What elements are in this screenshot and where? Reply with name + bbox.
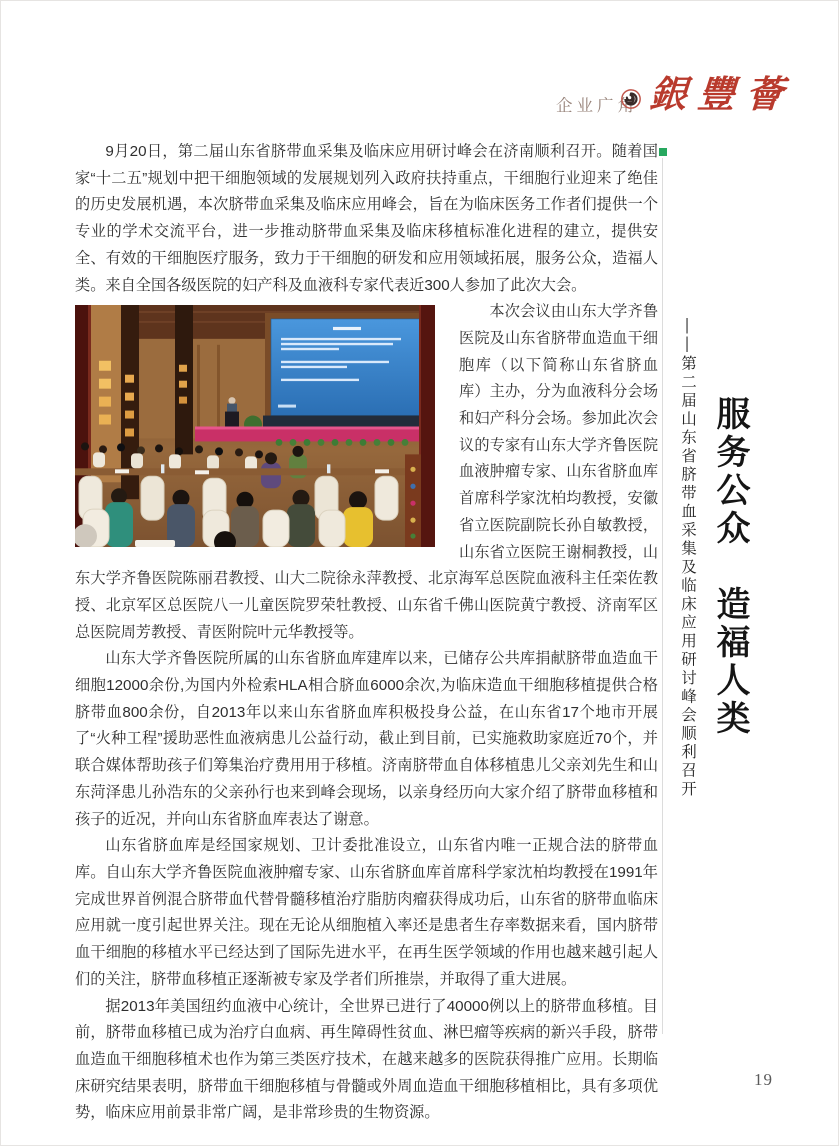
paragraph: 据2013年美国纽约血液中心统计，全世界已进行了40000例以上的脐带血移植。目前，脐带血移植已成为治疗白血病、再生障碍性贫血、淋巴瘤等疾病的新兴手段，脐带血造血干细胞移植术也作为第三类医疗技术，在越来越多的医院获得推广应用。长期临床研究结果表明，脐带血干细胞移植与骨髓或外周血造血干细胞移植相比，具有多项优势，临床应用前景非常广阔，是非常珍贵的生物资源。 — [75, 997, 658, 1122]
paragraph: 山东大学齐鲁医院所属的山东省脐血库建库以来，已储存公共库捐献脐带血造血干细胞12000余份,为国内外检索HLA相合脐血6000余次,为临床造血干细胞移植提供合格脐带血800余份，自2013年以来山东省脐血库积极投身公益，在山东省17个地市开展了“火种工程”援助恶性血液病患儿公益行动，截止到目前，已实施救助家庭近70个，并联合媒体帮助孩子们筹集治疗费用用于移植。济南脐带血自体移植患儿父亲刘先生和山东菏泽患儿孙浩东的父亲孙行也来到峰会现场，以亲身经历向大家介绍了脐带血移植和孩子的近况，并向山东省脐血库表达了谢意。 — [75, 650, 658, 828]
article-body — [75, 139, 658, 1127]
conference-photo-graphic — [75, 305, 435, 547]
sidebar-title: 服务公众 造福人类 — [710, 396, 750, 738]
paragraph: 本次会议由山东大学齐鲁医院及山东省脐带血造血干细胞库（以下简称山东省脐血库）主办，分为血液科分会场和妇产科分会场。参加此次会议的专家有山东大学齐鲁医院血液肿瘤专家、山东省脐血库首席科学家沈柏均教授，安徽省立医院副院长孙自敏教授，山东省立医院王谢桐教授，山东大学齐鲁医院陈丽君教授、山大二院徐永萍教授、北京海军总医院血液科主任栾佐教授、北京军区总医院八一儿童医院罗荣牡教授、山东省千佛山医院黄宁教授、济南军区总医院周芳教授、青医附院叶元华教授等。 — [75, 303, 658, 641]
section-label: 企业广角 — [556, 97, 638, 115]
conference-photo — [75, 305, 435, 547]
green-square-marker — [659, 148, 667, 156]
vertical-divider — [662, 158, 663, 1034]
page-number: 19 — [754, 1070, 773, 1089]
paragraph: 9月20日，第二届山东省脐带血采集及临床应用研讨峰会在济南顺利召开。随着国家“十二五”规划中把干细胞领域的发展规划列入政府扶持重点，干细胞行业迎来了绝佳的历史发展机遇，本次脐带血采集及临床应用峰会，旨在为临床医务工作者们提供一个专业的学术交流平台，进一步推动脐带血采集及临床移植标准化进程的建立，提供安全、有效的干细胞医疗服务，致力于干细胞的研发和应用领域拓展，服务公众，造福人类。来自全国各级医院的妇产科及血液科专家代表近300人参加了此次大会。 — [75, 143, 658, 294]
sidebar-subtitle: ——第二届山东省脐带血采集及临床应用研讨峰会顺利召开 — [679, 318, 696, 799]
spiral-icon — [620, 88, 642, 110]
brand-logo: 銀豐薈 — [648, 72, 796, 116]
paragraph: 山东省脐血库是经国家规划、卫计委批准设立，山东省内唯一正规合法的脐带血库。自山东大学齐鲁医院血液肿瘤专家、山东省脐血库首席科学家沈柏均教授在1991年完成世界首例混合脐带血代替骨髓移植治疗脂肪肉瘤获得成功后，山东省的脐带血临床应用就一度引起世界关注。现在无论从细胞植入率还是患者生存率数据来看，国内脐带血干细胞的移植水平已经达到了国际先进水平，在再生医学领域的作用也越来越引起人们的关注，脐带血移植正逐渐被专家及学者们所推崇，并取得了重大进展。 — [75, 837, 658, 988]
